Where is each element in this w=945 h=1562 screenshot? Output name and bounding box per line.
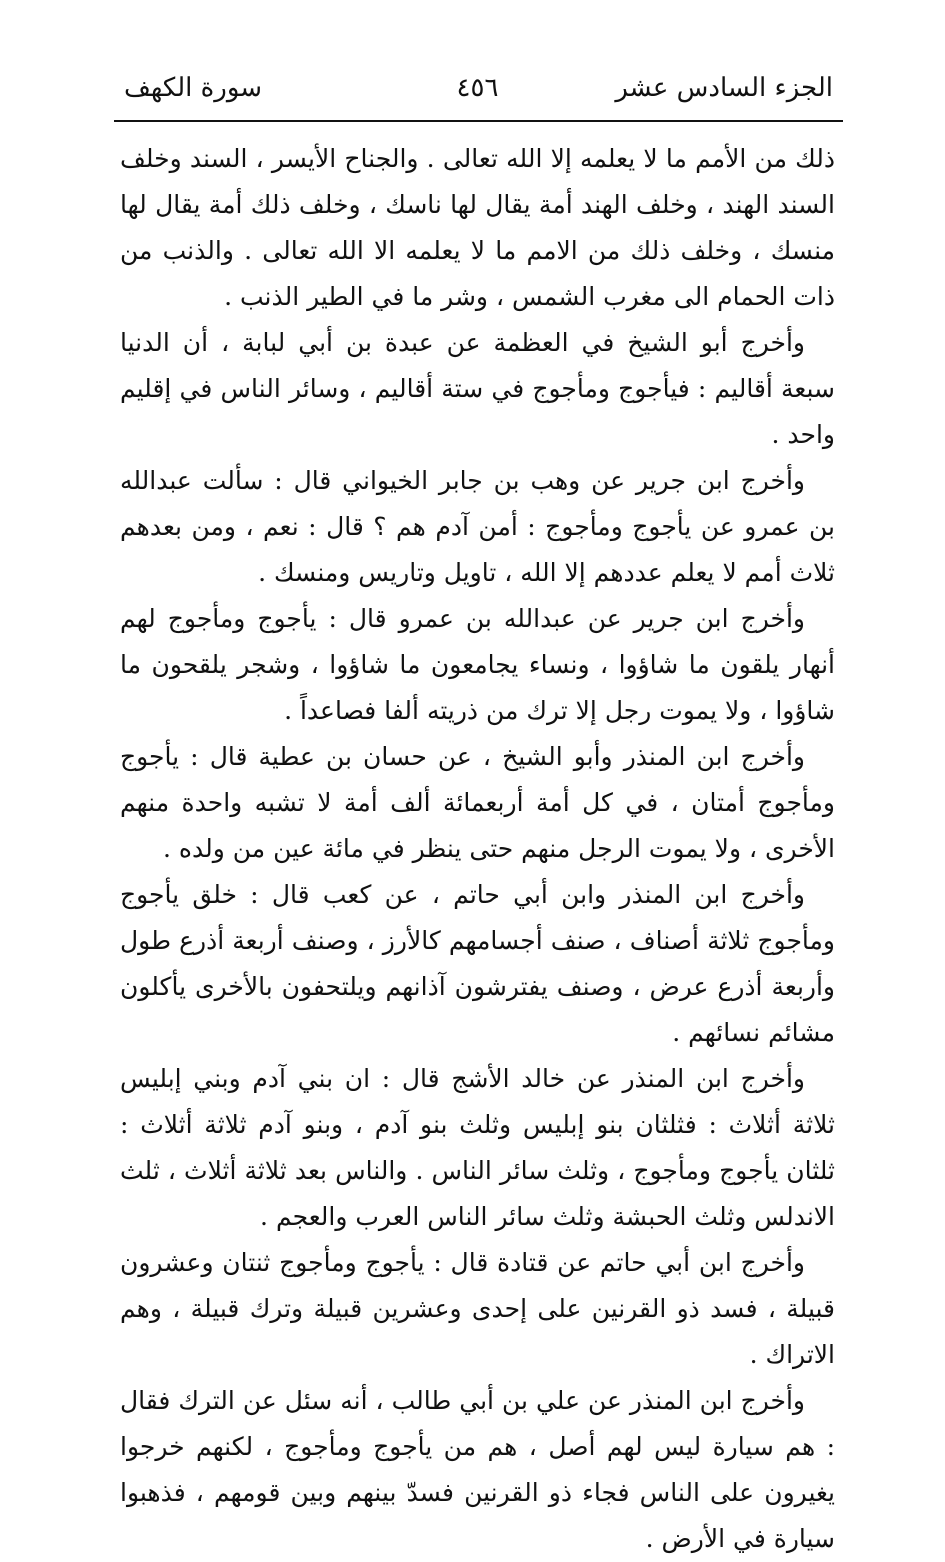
paragraph: ذلك من الأمم ما لا يعلمه إلا الله تعالى . والجناح الأيسر ، السند وخلف السند الهند ، وخلف الهند أمة يقال لها ناسك ، وخلف ذلك أمة يقال لها منسك ، وخلف ذلك من الامم ما لا يعلمه الا الله تعالى . والذنب من ذات الحمام الى مغرب الشمس ، وشر ما في الطير الذنب .	[120, 144, 835, 311]
paragraph: وأخرج ابن أبي حاتم عن قتادة قال : يأجوج ومأجوج ثنتان وعشرون قبيلة ، فسد ذو القرنين على إحدى وعشرين قبيلة وترك قبيلة ، وهم الاتراك .	[120, 1248, 835, 1369]
header-divider	[114, 120, 843, 122]
paragraph: وأخرج أبو الشيخ في العظمة عن عبدة بن أبي لبابة ، أن الدنيا سبعة أقاليم : فيأجوج ومأجوج في ستة أقاليم ، وسائر الناس في إقليم واحد .	[120, 328, 835, 449]
paragraph: وأخرج ابن جرير عن وهب بن جابر الخيواني قال : سألت عبدالله بن عمرو عن يأجوج ومأجوج : أمن آدم هم ؟ قال : نعم ، ومن بعدهم ثلاث أمم لا يعلم عددهم إلا الله ، تاويل وتاريس ومنسك .	[120, 466, 835, 587]
paragraph: وأخرج ابن جرير عن عبدالله بن عمرو قال : يأجوج ومأجوج لهم أنهار يلقون ما شاؤوا ، ونساء يجامعون ما شاؤوا ، وشجر يلقحون ما شاؤوا ، ولا يموت رجل إلا ترك من ذريته ألفا فصاعداً .	[120, 604, 835, 725]
paragraph: وأخرج ابن المنذر وأبو الشيخ ، عن حسان بن عطية قال : يأجوج ومأجوج أمتان ، في كل أمة أربعمائة ألف أمة لا تشبه واحدة منهم الأخرى ، ولا يموت الرجل منهم حتى ينظر في مائة عين من ولده .	[120, 742, 835, 863]
page-body	[120, 136, 835, 1562]
paragraph: وأخرج ابن المنذر عن علي بن أبي طالب ، أنه سئل عن الترك فقال : هم سيارة ليس لهم أصل ، هم من يأجوج ومأجوج ، لكنهم خرجوا يغيرون على الناس فجاء ذو القرنين فسدّ بينهم وبين قومهم ، فذهبوا سيارة في الأرض .	[120, 1386, 836, 1553]
part-title: الجزء السادس عشر	[615, 73, 833, 103]
running-header	[120, 68, 835, 112]
page-number: ٤٥٦	[456, 73, 499, 103]
surah-title: سورة الكهف	[124, 73, 263, 103]
paragraph: وأخرج ابن المنذر عن خالد الأشج قال : ان بني آدم وبني إبليس ثلاثة أثلاث : فثلثان بنو إبليس وثلث بنو آدم ، وبنو آدم ثلاثة أثلاث : ثلثان يأجوج ومأجوج ، وثلث سائر الناس . والناس بعد ثلاثة أثلاث ، ثلث الاندلس وثلث الحبشة وثلث سائر الناس العرب والعجم .	[120, 1064, 835, 1231]
paragraph: وأخرج ابن المنذر وابن أبي حاتم ، عن كعب قال : خلق يأجوج ومأجوج ثلاثة أصناف ، صنف أجسامهم كالأرز ، وصنف أربعة أذرع طول وأربعة أذرع عرض ، وصنف يفترشون آذانهم ويلتحفون بالأخرى يأكلون مشائم نسائهم .	[120, 880, 835, 1047]
